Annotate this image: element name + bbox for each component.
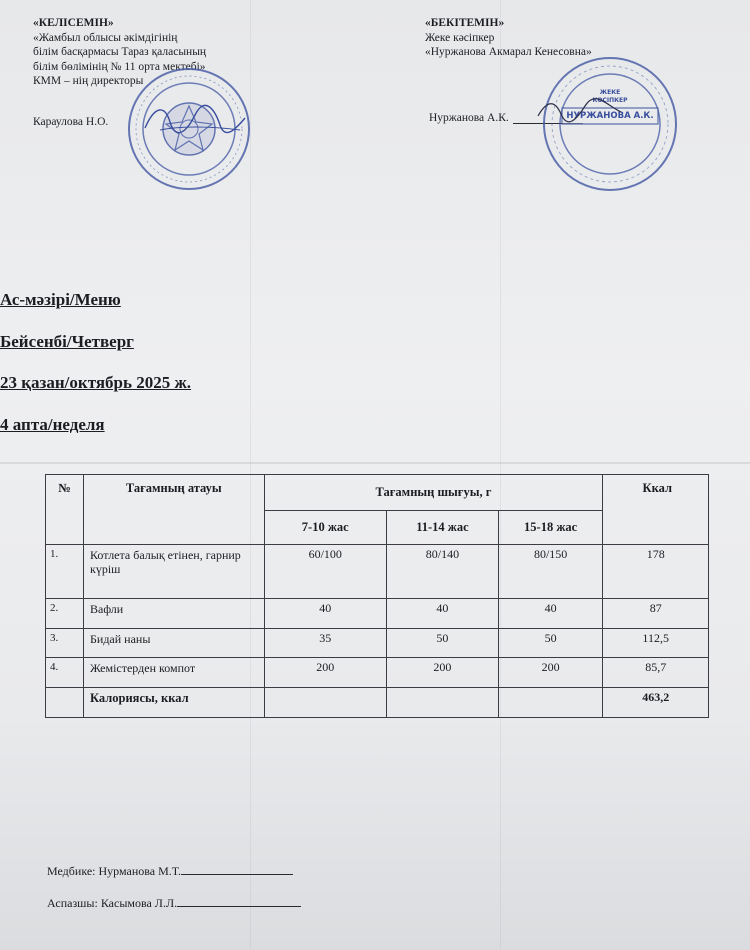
portion-15-18: 80/150 [498,545,603,599]
approval-left-heading: «КЕЛІСЕМІН» [33,17,114,29]
portion-11-14: 50 [386,629,498,658]
menu-table [45,474,709,718]
portion-15-18: 200 [498,658,603,688]
dish-name: Котлета балық етінен, гарнир күріш [84,545,265,599]
approval-right-line: Жеке кәсіпкер [425,31,495,44]
signature-line [181,862,293,875]
header-age-group: 15-18 жас [498,511,603,545]
approval-left-line: білім басқармасы Тараз қаласының [33,46,207,58]
portion-11-14: 80/140 [386,545,498,599]
portion-7-10: 35 [264,629,386,658]
date-title: 23 қазан/октябрь 2025 ж. [0,373,192,392]
empty-cell [498,688,603,718]
kcal-value: 178 [603,545,709,599]
row-number: 3. [46,629,84,658]
week-title: 4 апта/неделя [0,415,105,434]
empty-cell [264,688,386,718]
nurse-label: Медбике: Нурманова М.Т. [47,864,181,878]
nurse-signature-row [47,862,293,879]
approval-right-block [425,16,592,60]
table-row [46,545,709,599]
table-row [46,599,709,629]
approval-left-line: «Жамбыл облысы әкімдігінің [33,31,178,44]
cook-label: Аспазшы: Касымова Л.Л. [47,896,178,910]
header-age-group: 11-14 жас [386,511,498,545]
total-kcal: 463,2 [603,688,709,718]
approval-right-signatory: Нуржанова А.К. [429,112,509,124]
paper-fold [0,462,750,464]
portion-11-14: 40 [386,599,498,629]
stamp-band-text: НУРЖАНОВА А.К. [566,111,654,121]
menu-title: Ас-мәзірі/Меню [0,290,121,309]
cook-signature-row [47,894,301,911]
approval-right-line: «Нуржанова Акмарал Кенесовна» [425,46,592,58]
table-total-row [46,688,709,718]
portion-7-10: 200 [264,658,386,688]
header-age-group: 7-10 жас [264,511,386,545]
table-row [46,629,709,658]
approval-left-line: КММ – нің директоры [33,75,144,87]
portion-15-18: 40 [498,599,603,629]
portion-7-10: 40 [264,599,386,629]
portion-7-10: 60/100 [264,545,386,599]
row-number: 4. [46,658,84,688]
approval-right-heading: «БЕКІТЕМІН» [425,17,505,29]
signature-right [535,96,625,126]
approval-left-signatory-row [33,116,108,128]
row-number: 1. [46,545,84,599]
approval-left-line: білім бөлімінің № 11 орта мектебі» [33,60,206,73]
empty-cell [46,688,84,718]
empty-cell [386,688,498,718]
dish-name: Вафли [84,599,265,629]
row-number: 2. [46,599,84,629]
day-title: Бейсенбі/Четверг [0,332,134,351]
header-kcal: Ккал [603,475,709,545]
table-header-row [46,475,709,511]
stamp-center-text: КӘСІПКЕР [592,97,628,104]
kcal-value: 87 [603,599,709,629]
approval-left-signatory: Караулова Н.О. [33,116,109,128]
kcal-value: 112,5 [603,629,709,658]
total-label: Калориясы, ккал [84,688,265,718]
header-dish-name: Тағамның атауы [84,475,265,545]
dish-name: Бидай наны [84,629,265,658]
table-row [46,658,709,688]
dish-name: Жемістерден компот [84,658,265,688]
stamp-center-text: ЖЕКЕ [599,89,621,96]
portion-15-18: 50 [498,629,603,658]
kcal-value: 85,7 [603,658,709,688]
portion-11-14: 200 [386,658,498,688]
signature-line [177,894,301,907]
header-number: № [46,475,84,545]
signature-left [140,100,250,140]
header-output: Тағамның шығуы, г [264,475,603,511]
